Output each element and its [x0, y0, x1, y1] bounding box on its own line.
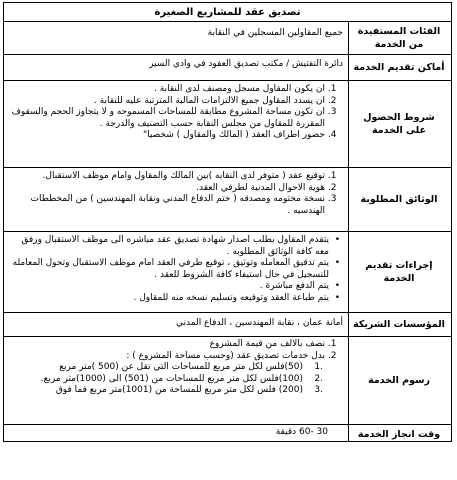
row-label: الفئات المستفيدة من الخدمة — [357, 26, 441, 50]
documents-list — [10, 171, 343, 217]
row-content — [4, 232, 348, 312]
list-item: 3. نسخة مختومه ومصدقه ( ختم الدفاع المدني ونقابة المهندسين ) من المخططات الهندسيه . — [10, 194, 325, 217]
row-label: وقت انجاز الخدمة — [357, 428, 441, 440]
list-item: .1 (50)فلس لكل متر مربع للمساحات التي تقل عن (500 )متر مربع — [59, 362, 323, 372]
row-content: دائرة التفتيش / مكتب تصديق العقود في وادي السير — [149, 59, 343, 69]
row-fees — [4, 337, 451, 425]
list-item: 2. هوية الاحوال المدنية لطرفي العقد. — [10, 183, 325, 195]
list-item: 1. ان يكون المقاول مسجل ومصنف لدى النقابة . — [10, 84, 325, 96]
list-item: 4. حضور اطراف العقد ( المالك والمقاول ) شخصيا" — [10, 130, 325, 142]
service-card — [3, 2, 452, 442]
list-item: • يتم طباعة العقد وتوقيعه وتسليم نسخه منه للمقاول . — [10, 293, 329, 305]
list-item: 2. ان يسدد المقاول جميع الالتزامات المالية المترتبة عليه للنقابة . — [10, 96, 325, 108]
row-content: جميع المقاولين المسجلين في النقابة — [207, 28, 343, 38]
row-content: 30 -60 دقيقة — [275, 427, 328, 437]
row-content — [4, 168, 348, 231]
row-partners — [4, 313, 451, 337]
list-item: .3 (200) فلس لكل متر مربع للمساحة من (1001)متر مربع فما فوق — [55, 385, 323, 395]
row-beneficiaries — [4, 22, 451, 55]
row-label: الوثائق المطلوبة — [360, 194, 438, 205]
row-locations — [4, 55, 451, 81]
row-label: أماكن تقديم الخدمة — [353, 62, 445, 73]
row-content: أمانة عمان ، نقابة المهندسين ، الدفاع المدني — [176, 318, 343, 328]
procedures-list — [10, 235, 343, 304]
list-item: • يتم الدفع مباشرة . — [10, 281, 329, 293]
row-label: شروط الحصول على الخدمة — [363, 112, 435, 136]
fees-list — [10, 339, 343, 362]
list-item: • يتم تدقيق المعامله وتوثيق ، توقيع طرفي العقد امام موظف الاستقبال وتحول المعامله للتسجيل في حال استيفاء كافة الشروط للعقد . — [10, 258, 329, 281]
row-label: المؤسسات الشريكة — [353, 319, 445, 330]
list-item: 2. بدل خدمات تصديق عقد (وحسب مساحة المشروع ) : — [10, 351, 325, 363]
row-completion-time — [4, 425, 451, 443]
list-item: • يتقدم المقاول بطلب اصدار شهادة تصديق عقد مباشره الى موظف الاستقبال ورفق معه كافة الوثائق المطلوبه . — [10, 235, 329, 258]
page-title: تصديق عقد للمشاريع الصغيرة — [4, 3, 451, 22]
fees-sublist — [10, 362, 343, 397]
row-content — [4, 81, 348, 167]
row-conditions — [4, 81, 451, 168]
list-item: .2 (100)فلس لكل متر مربع للمساحات من (501) الى (1000)متر مربع. — [40, 373, 323, 384]
row-content — [4, 337, 348, 424]
row-label: إجراءات تقديم الخدمة — [365, 260, 433, 284]
row-procedures — [4, 232, 451, 313]
row-documents — [4, 168, 451, 232]
list-item: 1. نصف بالالف من قيمة المشروع — [10, 339, 325, 351]
list-item: 3. ان تكون مساحة المشروع مطابقة للمساحات المسموحه و لا يتجاوز الحجم والسقوف المقررة للمقاول من مجلس النقابة حسب التصنيف والدرجة . — [10, 107, 325, 130]
conditions-list — [10, 84, 343, 142]
list-item: 1. توقيع عقد ( متوفر لدى النقابه )بين المالك والمقاول وامام موظف الاستقبال. — [10, 171, 325, 183]
row-label: رسوم الخدمة — [368, 375, 430, 386]
